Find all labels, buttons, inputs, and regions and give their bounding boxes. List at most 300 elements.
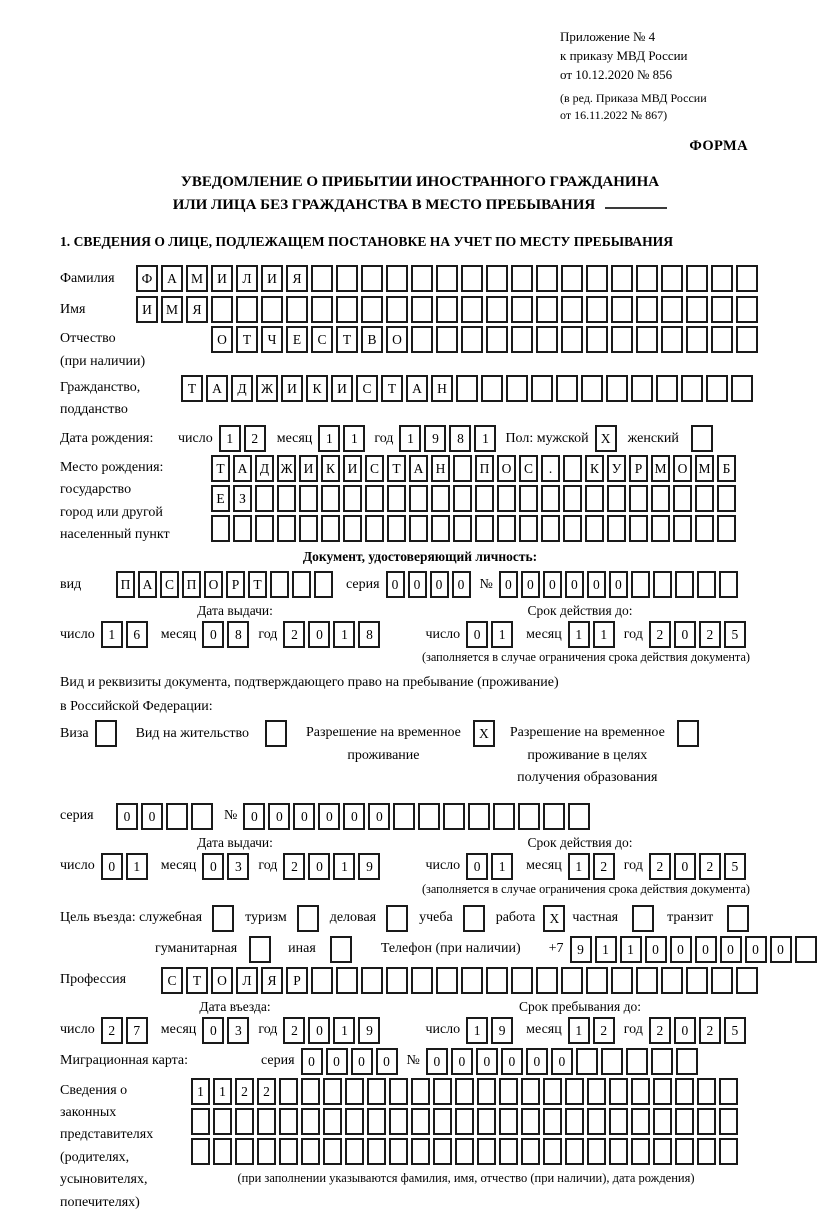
char-cell[interactable] (418, 803, 440, 830)
char-cell[interactable] (609, 1078, 628, 1105)
char-cell[interactable] (433, 1108, 452, 1135)
char-cell[interactable]: 1 (318, 425, 340, 452)
char-cell[interactable]: 1 (620, 936, 642, 963)
char-cell[interactable]: 2 (699, 621, 721, 648)
char-cell[interactable] (411, 265, 433, 292)
purpose-private-checkbox[interactable] (632, 905, 654, 932)
char-cell[interactable] (411, 1138, 430, 1165)
char-cell[interactable] (499, 1108, 518, 1135)
char-cell[interactable] (499, 1078, 518, 1105)
char-cell[interactable]: Т (248, 571, 267, 598)
char-cell[interactable] (411, 967, 433, 994)
char-cell[interactable] (531, 375, 553, 402)
char-cell[interactable] (367, 1078, 386, 1105)
char-cell[interactable] (299, 515, 318, 542)
char-cell[interactable] (389, 1078, 408, 1105)
char-cell[interactable] (497, 485, 516, 512)
char-cell[interactable] (365, 515, 384, 542)
char-cell[interactable]: Е (211, 485, 230, 512)
char-cell[interactable]: 2 (649, 621, 671, 648)
char-cell[interactable] (673, 515, 692, 542)
char-cell[interactable] (576, 1048, 598, 1075)
char-cell[interactable] (389, 1138, 408, 1165)
char-cell[interactable]: 1 (191, 1078, 210, 1105)
char-cell[interactable] (651, 485, 670, 512)
char-cell[interactable] (631, 375, 653, 402)
char-cell[interactable] (587, 1138, 606, 1165)
residence-permit-checkbox[interactable] (265, 720, 287, 747)
char-cell[interactable] (486, 296, 508, 323)
char-cell[interactable]: 0 (101, 853, 123, 880)
char-cell[interactable]: 9 (491, 1017, 513, 1044)
char-cell[interactable]: 0 (670, 936, 692, 963)
char-cell[interactable] (536, 326, 558, 353)
char-cell[interactable] (661, 967, 683, 994)
char-cell[interactable] (455, 1138, 474, 1165)
purpose-other-checkbox[interactable] (330, 936, 352, 963)
char-cell[interactable]: 0 (293, 803, 315, 830)
char-cell[interactable] (795, 936, 817, 963)
char-cell[interactable] (673, 485, 692, 512)
char-cell[interactable] (486, 326, 508, 353)
char-cell[interactable] (543, 803, 565, 830)
char-cell[interactable]: 1 (568, 621, 590, 648)
char-cell[interactable] (581, 375, 603, 402)
char-cell[interactable] (345, 1078, 364, 1105)
char-cell[interactable] (586, 967, 608, 994)
char-cell[interactable] (455, 1108, 474, 1135)
visa-checkbox[interactable] (95, 720, 117, 747)
char-cell[interactable] (299, 485, 318, 512)
char-cell[interactable] (286, 296, 308, 323)
char-cell[interactable]: 0 (351, 1048, 373, 1075)
char-cell[interactable] (706, 375, 728, 402)
char-cell[interactable] (323, 1138, 342, 1165)
char-cell[interactable]: 1 (101, 621, 123, 648)
char-cell[interactable]: 1 (333, 1017, 355, 1044)
char-cell[interactable] (389, 1108, 408, 1135)
char-cell[interactable] (717, 515, 736, 542)
char-cell[interactable]: 2 (699, 1017, 721, 1044)
char-cell[interactable]: Т (381, 375, 403, 402)
char-cell[interactable] (270, 571, 289, 598)
char-cell[interactable] (736, 967, 758, 994)
char-cell[interactable] (675, 571, 694, 598)
char-cell[interactable]: Д (255, 455, 274, 482)
char-cell[interactable] (636, 967, 658, 994)
char-cell[interactable]: Ж (277, 455, 296, 482)
char-cell[interactable]: 0 (770, 936, 792, 963)
char-cell[interactable]: 0 (521, 571, 540, 598)
char-cell[interactable] (565, 1108, 584, 1135)
char-cell[interactable] (436, 967, 458, 994)
char-cell[interactable]: И (281, 375, 303, 402)
char-cell[interactable] (436, 326, 458, 353)
char-cell[interactable]: 0 (674, 621, 696, 648)
char-cell[interactable] (675, 1108, 694, 1135)
char-cell[interactable] (461, 967, 483, 994)
char-cell[interactable] (521, 1108, 540, 1135)
char-cell[interactable]: С (160, 571, 179, 598)
char-cell[interactable] (386, 265, 408, 292)
char-cell[interactable]: А (406, 375, 428, 402)
char-cell[interactable] (611, 265, 633, 292)
char-cell[interactable] (386, 967, 408, 994)
char-cell[interactable] (367, 1108, 386, 1135)
char-cell[interactable]: Ж (256, 375, 278, 402)
char-cell[interactable]: Б (717, 455, 736, 482)
char-cell[interactable]: Т (186, 967, 208, 994)
char-cell[interactable] (191, 1108, 210, 1135)
char-cell[interactable] (311, 265, 333, 292)
char-cell[interactable] (461, 326, 483, 353)
char-cell[interactable]: А (138, 571, 157, 598)
char-cell[interactable] (411, 296, 433, 323)
char-cell[interactable]: Р (226, 571, 245, 598)
purpose-business-checkbox[interactable] (386, 905, 408, 932)
char-cell[interactable]: 3 (227, 853, 249, 880)
char-cell[interactable]: И (343, 455, 362, 482)
char-cell[interactable]: 2 (649, 1017, 671, 1044)
char-cell[interactable]: Т (181, 375, 203, 402)
char-cell[interactable]: П (182, 571, 201, 598)
char-cell[interactable]: С (356, 375, 378, 402)
char-cell[interactable] (431, 515, 450, 542)
char-cell[interactable]: 2 (244, 425, 266, 452)
char-cell[interactable] (477, 1108, 496, 1135)
char-cell[interactable]: О (386, 326, 408, 353)
char-cell[interactable] (563, 455, 582, 482)
char-cell[interactable]: 0 (376, 1048, 398, 1075)
char-cell[interactable] (386, 296, 408, 323)
char-cell[interactable] (411, 1078, 430, 1105)
char-cell[interactable] (653, 1078, 672, 1105)
char-cell[interactable] (453, 485, 472, 512)
char-cell[interactable]: С (365, 455, 384, 482)
char-cell[interactable]: Т (387, 455, 406, 482)
char-cell[interactable] (477, 1138, 496, 1165)
char-cell[interactable] (255, 515, 274, 542)
char-cell[interactable]: 0 (386, 571, 405, 598)
char-cell[interactable]: С (519, 455, 538, 482)
char-cell[interactable] (543, 1138, 562, 1165)
char-cell[interactable]: 7 (126, 1017, 148, 1044)
char-cell[interactable] (235, 1138, 254, 1165)
char-cell[interactable] (587, 1108, 606, 1135)
char-cell[interactable]: И (299, 455, 318, 482)
char-cell[interactable] (541, 485, 560, 512)
char-cell[interactable]: 0 (308, 621, 330, 648)
char-cell[interactable] (499, 1138, 518, 1165)
char-cell[interactable]: Ф (136, 265, 158, 292)
char-cell[interactable] (279, 1138, 298, 1165)
char-cell[interactable] (675, 1078, 694, 1105)
char-cell[interactable] (543, 1108, 562, 1135)
char-cell[interactable]: 0 (587, 571, 606, 598)
char-cell[interactable] (279, 1108, 298, 1135)
char-cell[interactable] (213, 1138, 232, 1165)
purpose-study-checkbox[interactable] (463, 905, 485, 932)
char-cell[interactable]: П (116, 571, 135, 598)
char-cell[interactable]: С (161, 967, 183, 994)
char-cell[interactable] (345, 1138, 364, 1165)
char-cell[interactable] (568, 803, 590, 830)
char-cell[interactable]: 2 (283, 621, 305, 648)
char-cell[interactable] (609, 1138, 628, 1165)
char-cell[interactable] (211, 296, 233, 323)
char-cell[interactable] (719, 1108, 738, 1135)
char-cell[interactable] (536, 967, 558, 994)
char-cell[interactable]: 2 (235, 1078, 254, 1105)
char-cell[interactable]: 0 (308, 1017, 330, 1044)
char-cell[interactable]: Р (629, 455, 648, 482)
char-cell[interactable]: О (497, 455, 516, 482)
char-cell[interactable] (321, 485, 340, 512)
char-cell[interactable] (653, 1138, 672, 1165)
char-cell[interactable] (311, 296, 333, 323)
char-cell[interactable]: А (206, 375, 228, 402)
char-cell[interactable] (736, 296, 758, 323)
char-cell[interactable] (686, 326, 708, 353)
char-cell[interactable] (697, 1108, 716, 1135)
char-cell[interactable]: П (475, 455, 494, 482)
char-cell[interactable] (711, 265, 733, 292)
char-cell[interactable]: 1 (333, 853, 355, 880)
char-cell[interactable] (453, 515, 472, 542)
char-cell[interactable] (387, 485, 406, 512)
char-cell[interactable] (409, 515, 428, 542)
char-cell[interactable] (656, 375, 678, 402)
char-cell[interactable] (736, 326, 758, 353)
char-cell[interactable]: 1 (126, 853, 148, 880)
char-cell[interactable] (336, 265, 358, 292)
char-cell[interactable] (585, 515, 604, 542)
char-cell[interactable] (717, 485, 736, 512)
char-cell[interactable] (629, 515, 648, 542)
char-cell[interactable]: 0 (501, 1048, 523, 1075)
char-cell[interactable] (236, 296, 258, 323)
char-cell[interactable] (345, 1108, 364, 1135)
char-cell[interactable] (697, 571, 716, 598)
char-cell[interactable] (653, 571, 672, 598)
char-cell[interactable] (636, 265, 658, 292)
char-cell[interactable]: 0 (499, 571, 518, 598)
char-cell[interactable]: 5 (724, 1017, 746, 1044)
char-cell[interactable]: 0 (695, 936, 717, 963)
char-cell[interactable] (277, 515, 296, 542)
char-cell[interactable] (563, 515, 582, 542)
char-cell[interactable] (191, 1138, 210, 1165)
char-cell[interactable]: Я (286, 265, 308, 292)
char-cell[interactable] (697, 1078, 716, 1105)
char-cell[interactable] (521, 1138, 540, 1165)
char-cell[interactable] (361, 296, 383, 323)
purpose-tourism-checkbox[interactable] (297, 905, 319, 932)
char-cell[interactable] (431, 485, 450, 512)
temp-residence-checkbox[interactable]: X (473, 720, 495, 747)
char-cell[interactable]: Н (431, 455, 450, 482)
char-cell[interactable]: О (673, 455, 692, 482)
char-cell[interactable]: 0 (326, 1048, 348, 1075)
char-cell[interactable]: 8 (449, 425, 471, 452)
char-cell[interactable] (607, 515, 626, 542)
char-cell[interactable]: 0 (202, 1017, 224, 1044)
char-cell[interactable] (343, 485, 362, 512)
char-cell[interactable] (711, 296, 733, 323)
char-cell[interactable] (631, 1138, 650, 1165)
char-cell[interactable] (433, 1138, 452, 1165)
char-cell[interactable] (731, 375, 753, 402)
char-cell[interactable] (686, 967, 708, 994)
char-cell[interactable]: 1 (333, 621, 355, 648)
char-cell[interactable] (336, 967, 358, 994)
char-cell[interactable]: Л (236, 967, 258, 994)
char-cell[interactable] (661, 296, 683, 323)
char-cell[interactable] (279, 1078, 298, 1105)
char-cell[interactable] (481, 375, 503, 402)
char-cell[interactable] (311, 967, 333, 994)
char-cell[interactable] (563, 485, 582, 512)
char-cell[interactable]: 0 (476, 1048, 498, 1075)
char-cell[interactable] (411, 1108, 430, 1135)
char-cell[interactable]: О (211, 967, 233, 994)
char-cell[interactable] (409, 485, 428, 512)
char-cell[interactable]: 2 (699, 853, 721, 880)
char-cell[interactable]: 0 (466, 621, 488, 648)
char-cell[interactable]: М (161, 296, 183, 323)
char-cell[interactable]: 0 (368, 803, 390, 830)
char-cell[interactable] (191, 803, 213, 830)
char-cell[interactable] (629, 485, 648, 512)
char-cell[interactable] (543, 1078, 562, 1105)
char-cell[interactable] (323, 1108, 342, 1135)
char-cell[interactable]: 2 (101, 1017, 123, 1044)
char-cell[interactable]: Д (231, 375, 253, 402)
char-cell[interactable] (367, 1138, 386, 1165)
char-cell[interactable] (292, 571, 311, 598)
char-cell[interactable] (719, 571, 738, 598)
char-cell[interactable] (736, 265, 758, 292)
char-cell[interactable]: О (211, 326, 233, 353)
char-cell[interactable] (387, 515, 406, 542)
char-cell[interactable] (336, 296, 358, 323)
char-cell[interactable]: 0 (318, 803, 340, 830)
char-cell[interactable]: 0 (430, 571, 449, 598)
char-cell[interactable] (601, 1048, 623, 1075)
char-cell[interactable] (456, 375, 478, 402)
char-cell[interactable] (675, 1138, 694, 1165)
char-cell[interactable]: 2 (593, 1017, 615, 1044)
char-cell[interactable] (393, 803, 415, 830)
char-cell[interactable]: Т (336, 326, 358, 353)
char-cell[interactable]: М (651, 455, 670, 482)
char-cell[interactable] (301, 1108, 320, 1135)
char-cell[interactable] (561, 326, 583, 353)
char-cell[interactable] (257, 1138, 276, 1165)
char-cell[interactable]: 0 (116, 803, 138, 830)
char-cell[interactable] (521, 1078, 540, 1105)
char-cell[interactable] (565, 1138, 584, 1165)
char-cell[interactable]: К (306, 375, 328, 402)
char-cell[interactable] (486, 967, 508, 994)
char-cell[interactable]: С (311, 326, 333, 353)
char-cell[interactable] (631, 1108, 650, 1135)
char-cell[interactable]: 9 (358, 1017, 380, 1044)
char-cell[interactable]: 6 (126, 621, 148, 648)
char-cell[interactable]: 1 (593, 621, 615, 648)
char-cell[interactable] (277, 485, 296, 512)
char-cell[interactable] (695, 485, 714, 512)
char-cell[interactable] (211, 515, 230, 542)
char-cell[interactable] (636, 296, 658, 323)
char-cell[interactable] (461, 265, 483, 292)
char-cell[interactable] (486, 265, 508, 292)
char-cell[interactable]: Я (261, 967, 283, 994)
char-cell[interactable] (686, 296, 708, 323)
char-cell[interactable]: 0 (243, 803, 265, 830)
char-cell[interactable] (541, 515, 560, 542)
male-checkbox[interactable]: X (595, 425, 617, 452)
char-cell[interactable]: 1 (399, 425, 421, 452)
char-cell[interactable] (607, 485, 626, 512)
char-cell[interactable]: К (585, 455, 604, 482)
char-cell[interactable] (323, 1078, 342, 1105)
char-cell[interactable] (255, 485, 274, 512)
char-cell[interactable]: 1 (219, 425, 241, 452)
char-cell[interactable]: 5 (724, 621, 746, 648)
char-cell[interactable] (411, 326, 433, 353)
char-cell[interactable]: 2 (257, 1078, 276, 1105)
char-cell[interactable] (261, 296, 283, 323)
char-cell[interactable] (711, 326, 733, 353)
char-cell[interactable] (233, 515, 252, 542)
char-cell[interactable] (585, 485, 604, 512)
char-cell[interactable] (497, 515, 516, 542)
char-cell[interactable] (561, 265, 583, 292)
char-cell[interactable]: 0 (202, 853, 224, 880)
char-cell[interactable] (586, 265, 608, 292)
char-cell[interactable] (676, 1048, 698, 1075)
char-cell[interactable] (436, 265, 458, 292)
char-cell[interactable]: 0 (674, 853, 696, 880)
char-cell[interactable]: 5 (724, 853, 746, 880)
char-cell[interactable] (609, 1108, 628, 1135)
char-cell[interactable] (719, 1078, 738, 1105)
char-cell[interactable] (711, 967, 733, 994)
char-cell[interactable]: И (211, 265, 233, 292)
char-cell[interactable] (611, 967, 633, 994)
char-cell[interactable] (586, 326, 608, 353)
char-cell[interactable] (606, 375, 628, 402)
char-cell[interactable] (519, 485, 538, 512)
char-cell[interactable]: 9 (424, 425, 446, 452)
char-cell[interactable]: 2 (283, 1017, 305, 1044)
char-cell[interactable] (475, 515, 494, 542)
char-cell[interactable] (493, 803, 515, 830)
char-cell[interactable] (636, 326, 658, 353)
char-cell[interactable]: 0 (452, 571, 471, 598)
char-cell[interactable] (361, 265, 383, 292)
char-cell[interactable] (301, 1138, 320, 1165)
char-cell[interactable]: Н (431, 375, 453, 402)
char-cell[interactable] (519, 515, 538, 542)
char-cell[interactable]: 0 (408, 571, 427, 598)
char-cell[interactable] (661, 265, 683, 292)
char-cell[interactable]: 1 (568, 853, 590, 880)
char-cell[interactable] (511, 296, 533, 323)
char-cell[interactable] (611, 326, 633, 353)
char-cell[interactable] (475, 485, 494, 512)
